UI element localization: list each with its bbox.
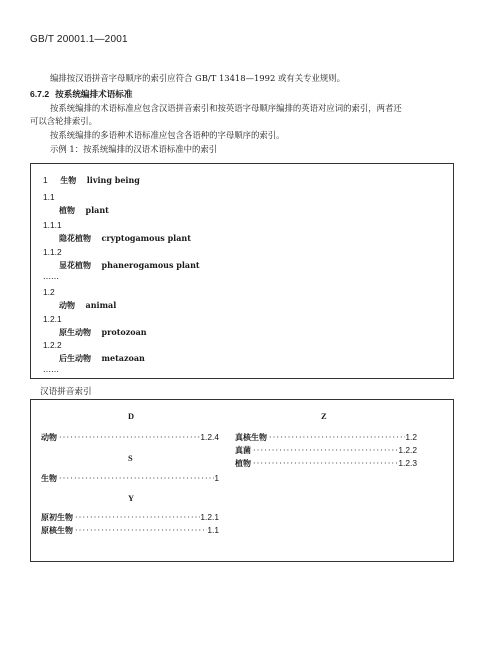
term-number: 1.1.2 (43, 247, 62, 257)
section-heading (30, 88, 132, 100)
term-line (43, 192, 55, 202)
term-line (59, 327, 147, 338)
index-term: 真菌 (235, 445, 251, 455)
example-caption (30, 143, 454, 156)
index-number: 1 (214, 473, 219, 483)
term-zh: 原生动物 (59, 327, 91, 337)
term-en: animal (85, 300, 117, 310)
term-line (43, 175, 140, 186)
index-number: 1.2.3 (398, 458, 417, 468)
term-zh: 植物 (59, 205, 75, 215)
index-entry (235, 458, 417, 469)
term-zh: 后生动物 (59, 353, 91, 363)
index-box (30, 399, 454, 562)
index-number: 1.2.4 (200, 432, 219, 442)
index-number: 1.2 (405, 432, 417, 442)
index-term: 动物 (41, 432, 57, 442)
term-line (59, 260, 200, 271)
term-line (59, 233, 191, 244)
intro-paragraph-1 (30, 72, 454, 85)
index-entry (41, 473, 219, 484)
term-en: cryptogamous plant (101, 233, 191, 243)
index-term: 真核生物 (235, 432, 267, 442)
index-term: 植物 (235, 458, 251, 468)
term-number: 1.2.1 (43, 314, 62, 324)
example-caption-text: 示例 1：按系统编排的汉语术语标准中的索引 (50, 144, 218, 154)
term-number: 1.2 (43, 287, 55, 297)
term-line (43, 247, 62, 257)
ellipsis: …… (43, 365, 59, 374)
index-entry (41, 432, 219, 443)
term-zh: 生物 (60, 175, 77, 185)
term-zh: 动物 (59, 300, 75, 310)
index-entry (41, 512, 219, 523)
index-term: 生物 (41, 473, 57, 483)
index-term: 原初生物 (41, 512, 73, 522)
term-number: 1.2.2 (43, 340, 62, 350)
term-zh: 隐花植物 (59, 233, 91, 243)
index-entry (235, 432, 417, 443)
index-term: 原核生物 (41, 525, 73, 535)
index-title: 汉语拼音索引 (40, 387, 92, 397)
term-en: plant (85, 205, 109, 215)
term-line (59, 353, 145, 364)
index-letter-y: Y (128, 494, 135, 503)
term-en: phanerogamous plant (101, 260, 200, 270)
standard-number: GB/T 20001.1—2001 (30, 34, 128, 45)
ellipsis: …… (43, 272, 59, 281)
term-number: 1.1.1 (43, 220, 62, 230)
term-line (43, 287, 55, 297)
term-line (59, 205, 109, 216)
section-number: 6.7.2 (30, 89, 50, 99)
term-number: 1.1 (43, 192, 55, 202)
index-letter-d: D (128, 412, 135, 421)
intro-paragraph-3 (30, 129, 454, 142)
term-en: protozoan (101, 327, 147, 337)
intro-paragraph-3-text: 按系统编排的多语种术语标准应包含各语种的字母顺序的索引。 (50, 130, 285, 140)
intro-paragraph-2a: 按系统编排的术语标准应包含汉语拼音索引和按英语字母顺序编排的英语对应词的索引，两者还 (50, 103, 402, 113)
term-line (43, 314, 62, 324)
intro-paragraph-1-text: 编排按汉语拼音字母顺序的索引应符合 GB/T 13418—1992 或有关专业规则。 (50, 73, 345, 83)
term-line (43, 340, 62, 350)
intro-paragraph-2 (30, 102, 454, 128)
intro-paragraph-2b: 可以含轮排索引。 (30, 116, 97, 127)
index-entry (235, 445, 417, 456)
index-letter-s: S (128, 454, 133, 463)
index-entry (41, 525, 219, 536)
term-line (59, 300, 116, 311)
term-zh: 显花植物 (59, 260, 91, 270)
section-title: 按系统编排术语标准 (55, 90, 133, 100)
index-number: 1.1 (207, 525, 219, 535)
index-letter-z: Z (321, 412, 327, 421)
index-number: 1.2.2 (398, 445, 417, 455)
term-en: metazoan (101, 353, 145, 363)
term-line (43, 220, 62, 230)
term-number: 1 (43, 175, 48, 185)
index-number: 1.2.1 (200, 512, 219, 522)
term-en: living being (86, 175, 140, 185)
example-box (30, 163, 454, 379)
